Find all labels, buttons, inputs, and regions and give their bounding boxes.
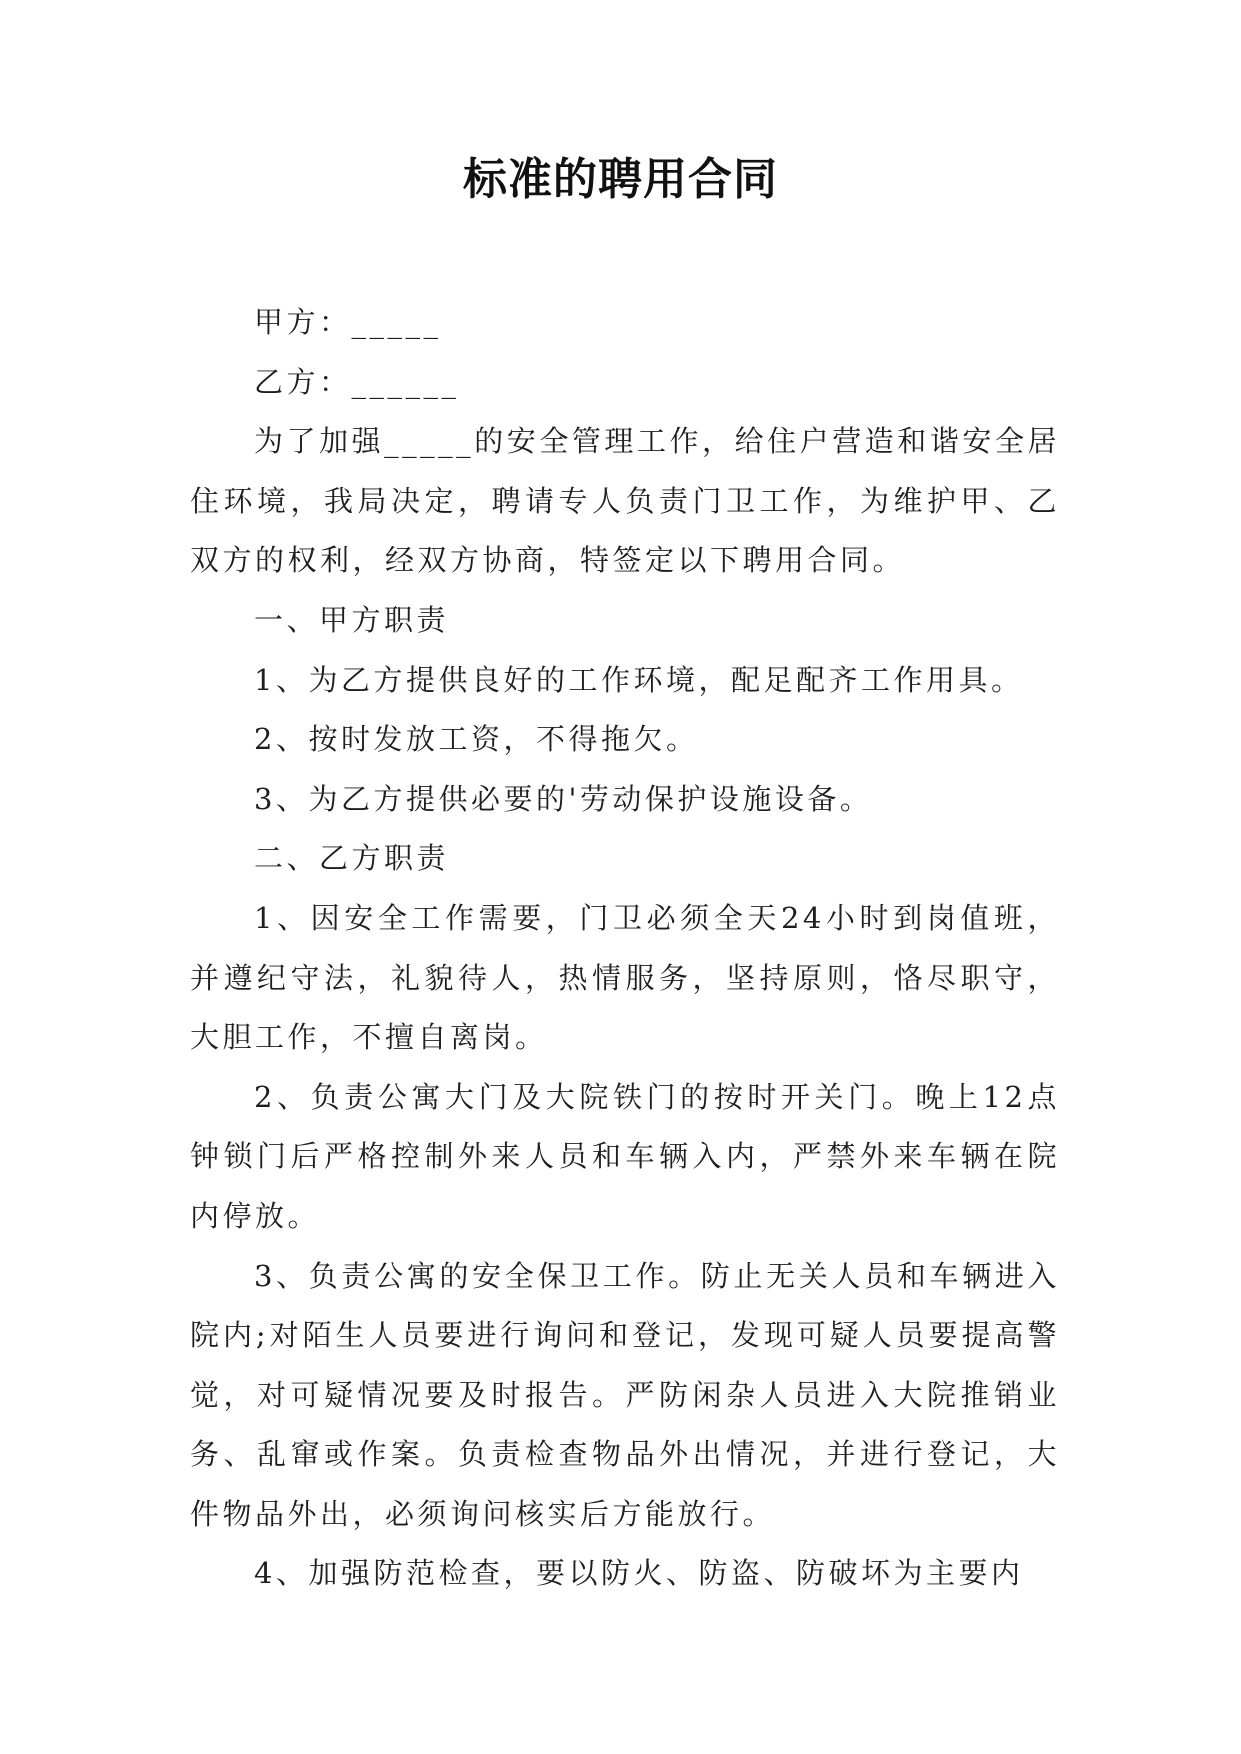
party-a-duty-item: 1、为乙方提供良好的工作环境，配足配齐工作用具。 (254, 662, 1024, 697)
section-heading-party-b-duties: 二、乙方职责 (254, 841, 450, 876)
document-title: 标准的聘用合同 (463, 154, 778, 205)
preamble-paragraph: 为了加强_____的安全管理工作，给住户营造和谐安全居住环境，我局决定，聘请专人负责门卫工作，为维护甲、乙双方的权利，经双方协商，特签定以下聘用合同。 (190, 424, 1060, 578)
party-b-duty-item: 3、负责公寓的安全保卫工作。防止无关人员和车辆进入院内;对陌生人员要进行询问和登记，发现可疑人员要提高警觉，对可疑情况要及时报告。严防闲杂人员进入大院推销业务、乱窜或作案。负责检查物品外出情况，并进行登记，大件物品外出，必须询问核实后方能放行。 (190, 1258, 1060, 1531)
party-b-line: 乙方：______ (254, 364, 460, 399)
party-a-duty-item: 3、为乙方提供必要的'劳动保护设施设备。 (254, 781, 873, 816)
party-b-duty-item: 1、因安全工作需要，门卫必须全天24小时到岗值班，并遵纪守法，礼貌待人，热情服务，坚持原则，恪尽职守，大胆工作，不擅自离岗。 (190, 900, 1060, 1055)
party-a-duty-item: 2、按时发放工资，不得拖欠。 (254, 722, 699, 757)
party-a-line: 甲方：_____ (254, 305, 442, 339)
document-body (190, 293, 1060, 1604)
section-heading-party-a-duties: 一、甲方职责 (254, 602, 450, 637)
party-b-duty-item: 2、负责公寓大门及大院铁门的按时开关门。晚上12点钟锁门后严格控制外来人员和车辆入内，严禁外来车辆在院内停放。 (190, 1079, 1060, 1233)
party-b-duty-item: 4、加强防范检查，要以防火、防盗、防破坏为主要内 (254, 1556, 1024, 1591)
